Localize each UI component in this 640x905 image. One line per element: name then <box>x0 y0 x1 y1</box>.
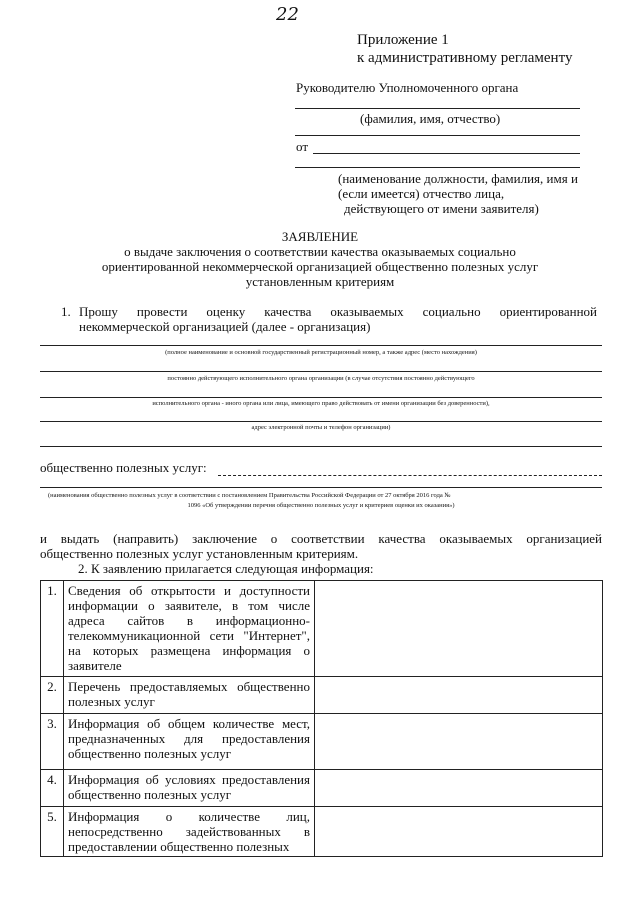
item1-number: 1. <box>61 304 71 319</box>
row-description: Информация об условиях предоставления общественно полезных услуг <box>64 770 315 807</box>
row-description: Информация об общем количестве мест, предназначенных для предоставления общественно полезных услуг <box>64 714 315 770</box>
services-line-2 <box>40 487 602 488</box>
table-row <box>41 677 603 714</box>
addressee-label: Руководителю Уполномоченного органа <box>296 80 519 95</box>
org-name-line <box>40 345 602 346</box>
item2-text: 2. К заявлению прилагается следующая информация: <box>78 561 374 576</box>
regulation-label: к административному регламенту <box>357 50 573 66</box>
addressee-line <box>295 108 580 109</box>
info-table <box>40 580 603 857</box>
from-caption-1: (наименование должности, фамилия, имя и <box>338 171 578 186</box>
row-value-cell[interactable] <box>315 770 603 807</box>
row-value-cell[interactable] <box>315 807 603 857</box>
title-line-3: установленным критериям <box>245 274 395 289</box>
fio-caption: (фамилия, имя, отчество) <box>360 111 501 126</box>
page-number: 22 <box>276 4 299 25</box>
table-row <box>41 714 603 770</box>
row-number: 5. <box>41 807 64 857</box>
item1-second-line: некоммерческой организацией (далее - организация) <box>79 319 371 334</box>
org-caption-3: исполнительного органа - иного органа или лица, имеющего право действовать от имени организации без доверенности), <box>152 400 490 407</box>
title-line-2: ориентированной некоммерческой организацией общественно полезных услуг <box>101 259 539 274</box>
org-caption-1: (полное наименование и основной государственный регистрационный номер, а также адрес (место нахождения) <box>165 349 477 356</box>
org-line-5 <box>40 446 602 447</box>
row-description: Сведения об открытости и доступности информации о заявителе, в том числе адреса сайтов в информационно-телекоммуникационной сети "Интернет", на которых размещена информация о заявителе <box>64 581 315 677</box>
fio-line <box>295 135 580 136</box>
row-description: Перечень предоставляемых общественно полезных услуг <box>64 677 315 714</box>
table-row <box>41 807 603 857</box>
item1-word: провести <box>136 304 188 319</box>
org-line-3 <box>40 397 602 398</box>
row-number: 2. <box>41 677 64 714</box>
row-number: 3. <box>41 714 64 770</box>
org-caption-2: постоянно действующего исполнительного органа организации (в случае отсутствия постоянно действующего <box>167 375 475 382</box>
from-caption-3: действующего от имени заявителя) <box>344 201 539 216</box>
item1-first-line <box>79 304 597 320</box>
row-value-cell[interactable] <box>315 714 603 770</box>
from-line-2 <box>295 167 580 168</box>
item1-word: оценку <box>206 304 246 319</box>
row-value-cell[interactable] <box>315 677 603 714</box>
table-row <box>41 770 603 807</box>
row-number: 4. <box>41 770 64 807</box>
item1-word: качества <box>264 304 312 319</box>
row-value-cell[interactable] <box>315 581 603 677</box>
org-caption-4: адрес электронной почты и телефон организации) <box>251 424 391 431</box>
row-number: 1. <box>41 581 64 677</box>
org-line-4 <box>40 421 602 422</box>
from-caption-2: (если имеется) отчество лица, <box>338 186 505 201</box>
table-row <box>41 581 603 677</box>
item1-word: социально <box>422 304 481 319</box>
title-line-1: о выдаче заключения о соответствии качества оказываемых социально <box>124 244 516 259</box>
org-line-2 <box>40 371 602 372</box>
item1-word: Прошу <box>79 304 118 319</box>
appendix-label: Приложение 1 <box>357 32 449 48</box>
item1-word: оказываемых <box>330 304 404 319</box>
services-caption-1: (наименования общественно полезных услуг в соответствии с постановлением Правительства Российской Федерации от 27 октября 2016 года № <box>48 492 451 499</box>
item1-word: ориентированной <box>499 304 597 319</box>
from-label: от <box>296 139 309 154</box>
from-line <box>313 153 580 154</box>
row-description: Информация о количестве лиц, непосредственно задействованных в предоставлении общественно полезных <box>64 807 315 857</box>
issue-line-1: и выдать (направить) заключение о соответствии качества оказываемых организацией <box>40 531 602 546</box>
services-line <box>218 475 602 476</box>
services-label: общественно полезных услуг: <box>40 460 207 475</box>
issue-line-2: общественно полезных услуг установленным критериям. <box>40 546 359 561</box>
services-caption-2: 1096 «Об утверждении перечня общественно полезных услуг и критериев оценки их оказания») <box>187 502 455 509</box>
document-title: ЗАЯВЛЕНИЕ <box>281 229 359 244</box>
